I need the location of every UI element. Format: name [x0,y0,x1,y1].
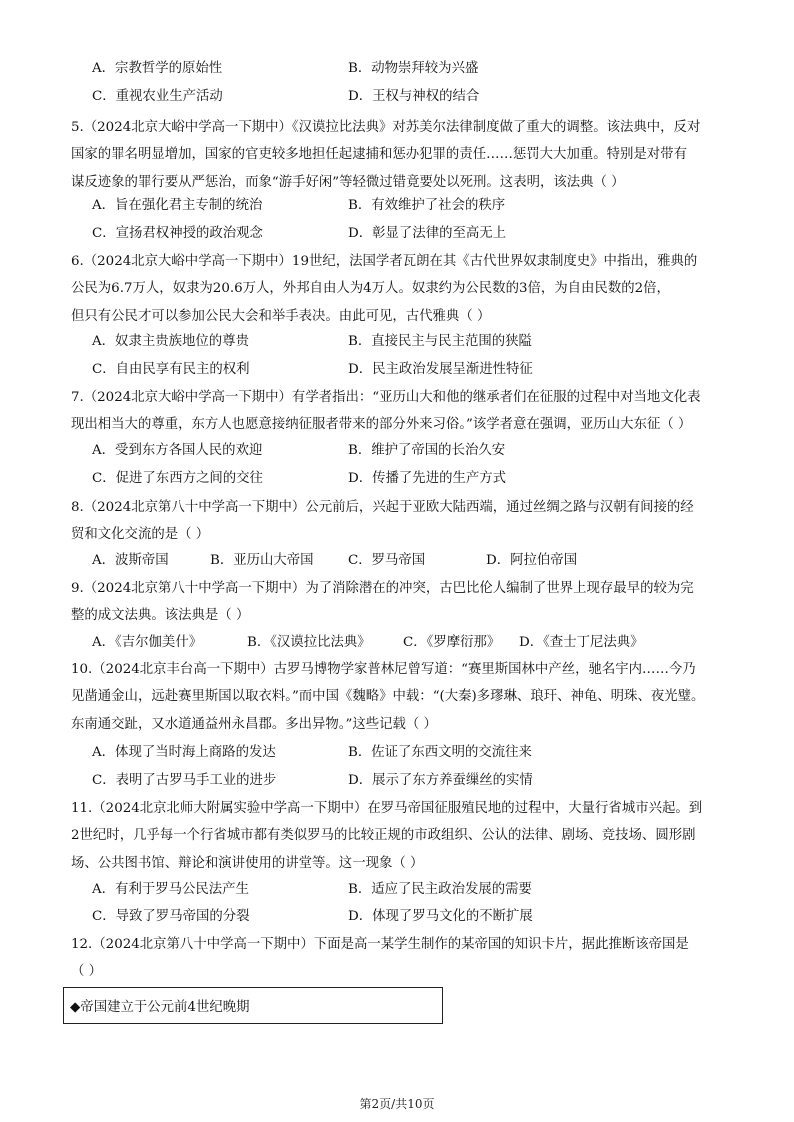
question-12 [71,931,721,986]
q11-option-a: A．有利于罗马公民法产生 [92,882,249,897]
question-7 [71,384,721,439]
knowledge-card-text: ◆帝国建立于公元前4世纪晚期 [70,1000,250,1015]
q9-option-d: D．《查士丁尼法典》 [519,635,644,650]
q11-option-b: B．适应了民主政治发展的需要 [348,882,532,897]
question-line: 现出相当大的尊重，东方人也愿意接纳征服者带来的部分外来习俗。”该学者意在强调，亚历山大东征（ ） [71,417,692,433]
question-line: 场、公共图书馆、辩论和演讲使用的讲堂等。这一现象（ ） [71,855,424,871]
q11-options-row2 [92,903,732,930]
q10-option-b: B．佐证了东西文明的交流往来 [348,745,532,760]
q10-option-c: C．表明了古罗马手工业的进步 [92,773,277,788]
q4-option-b: B．动物崇拜较为兴盛 [348,61,479,76]
question-line: 国家的罪名明显增加，国家的官吏较多地担任起逮捕和惩办犯罪的责任……惩罚大大加重。特别是对带有 [71,147,687,163]
q5-option-a: A．旨在强化君主专制的统治 [92,198,263,213]
q4-option-a: A．宗教哲学的原始性 [92,61,223,76]
q5-option-d: D．彰显了法律的至高无上 [348,226,507,241]
q7-option-d: D．传播了先进的生产方式 [348,471,507,486]
question-line: 9.（2024北京第八十中学高一下期中）为了消除潜在的冲突，古巴比伦人编制了世界上现存最早的较为完 [71,581,694,596]
question-line: 但只有公民才可以参加公民大会和举手表决。由此可见，古代雅典（ ） [71,308,491,324]
question-line: 8.（2024北京第八十中学高一下期中）公元前后，兴起于亚欧大陆西端，通过丝绸之路与汉朝有间接的经 [71,500,694,515]
q6-options [92,328,732,355]
question-line: 东南通交趾，又水道通益州永昌郡。多出异物。”这些记载（ ） [71,716,437,732]
q9-option-c: C．《罗摩衍那》 [403,635,501,650]
q8-options [92,547,732,574]
q11-option-c: C．导致了罗马帝国的分裂 [92,909,250,924]
q11-option-d: D．体现了罗马文化的不断扩展 [348,909,533,924]
question-line: 2世纪时，几乎每一个行省城市都有类似罗马的比较正规的市政组织、公认的法律、剧场、竞技场、圆形剧 [71,828,696,844]
q10-option-a: A．体现了当时海上商路的发达 [92,745,276,760]
question-line: 10.（2024北京丰台高一下期中）古罗马博物学家普林尼曾写道：“赛里斯国林中产丝，驰名宇内……今乃 [71,662,696,677]
question-line: 12.（2024北京第八十中学高一下期中）下面是高一某学生制作的某帝国的知识卡片，据此推断该帝国是 [71,937,689,952]
question-line: 谋反迹象的罪行要从严惩治，而象“游手好闲”等轻微过错竟要处以死刑。这表明，该法典（ ） [71,174,625,190]
question-line: 6.（2024北京大峪中学高一下期中）19世纪，法国学者瓦朗在其《古代世界奴隶制度史》中指出，雅典的 [71,254,698,269]
q5-option-c: C．宣扬君权神授的政治观念 [92,226,263,241]
q11-options [92,876,732,903]
q4-option-c: C．重视农业生产活动 [92,89,223,104]
question-line: 11.（2024北京北师大附属实验中学高一下期中）在罗马帝国征服殖民地的过程中，大量行省城市兴起。到 [71,801,703,816]
page-number: 第2页/共10页 [359,1097,435,1111]
question-10 [71,656,721,738]
q4-options [92,55,732,82]
question-line: （ ） [71,964,103,980]
q6-option-a: A．奴隶主贵族地位的尊贵 [92,334,249,349]
question-line: 贸和文化交流的是（ ） [71,527,210,543]
q8-option-c: C．罗马帝国 [348,553,426,568]
q5-options [92,192,732,219]
q10-options [92,739,732,766]
question-line: 5.（2024北京大峪中学高一下期中）《汉谟拉比法典》对苏美尔法律制度做了重大的调整。该法典中，反对 [71,120,701,135]
q6-options-row2 [92,356,732,383]
knowledge-card [63,987,443,1024]
question-5 [71,114,721,196]
q8-option-d: D．阿拉伯帝国 [486,553,578,568]
question-8 [71,494,721,549]
q5-options-row2 [92,220,732,247]
q10-option-d: D．展示了东方养蚕缫丝的实情 [348,773,533,788]
q9-option-a: A．《吉尔伽美什》 [92,635,203,650]
question-6 [71,248,721,330]
q4-options-row2 [92,83,732,110]
question-line: 整的成文法典。该法典是（ ） [71,608,250,624]
q6-option-d: D．民主政治发展呈渐进性特征 [348,362,533,377]
question-9 [71,575,721,630]
q7-option-a: A．受到东方各国人民的欢迎 [92,443,263,458]
q9-options [92,629,732,656]
question-11 [71,795,721,877]
q6-option-c: C．自由民享有民主的权利 [92,362,250,377]
q7-option-c: C．促进了东西方之间的交往 [92,471,263,486]
q7-options [92,437,732,464]
q8-option-b: B．亚历山大帝国 [210,553,314,568]
question-line: 7.（2024北京大峪中学高一下期中）有学者指出：“亚历山大和他的继承者们在征服的过程中对当地文化表 [71,390,701,405]
q7-options-row2 [92,465,732,492]
q7-option-b: B．维护了帝国的长治久安 [348,443,506,458]
q10-options-row2 [92,767,732,794]
question-line: 公民为6.7万人，奴隶为20.6万人，外邦自由人为4万人。奴隶约为公民数的3倍，为自由民数的2倍， [71,281,670,297]
question-line: 见凿通金山，远赴赛里斯国以取衣料。”而中国《魏略》中载：“(大秦)多璆琳、琅玕、神龟、明珠、夜光璧。 [71,689,705,705]
q8-option-a: A．波斯帝国 [92,553,169,568]
q9-option-b: B．《汉谟拉比法典》 [247,635,371,650]
q4-option-d: D．王权与神权的结合 [348,89,480,104]
q6-option-b: B．直接民主与民主范围的狭隘 [348,334,532,349]
q5-option-b: B．有效维护了社会的秩序 [348,198,506,213]
